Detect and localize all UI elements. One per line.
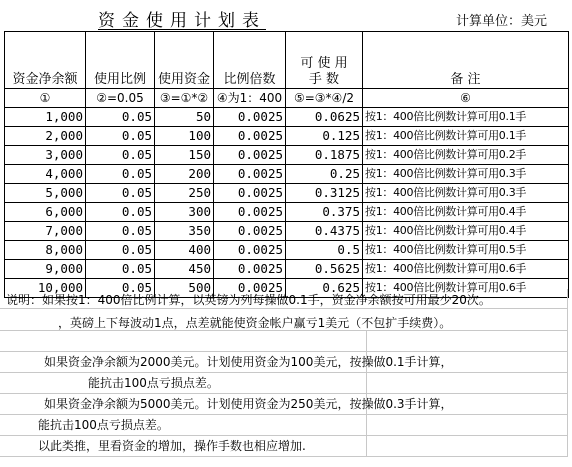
cell-multiple: 0.0025 <box>214 146 286 165</box>
page-title: 资金使用计划表 <box>98 11 266 31</box>
cell-lots: 0.4375 <box>286 222 363 241</box>
note-line: ，英磅上下每波动1点，点差就能使资金帐户赢亏1美元（不包扩手续费）。 <box>58 316 452 330</box>
cell-ratio: 0.05 <box>86 241 155 260</box>
grid-line <box>0 414 568 415</box>
cell-note: 按1：400倍比例数计算可用0.1手 <box>363 108 569 127</box>
note-line: 能抗击100点亏损点差。 <box>88 376 219 390</box>
cell-note: 按1：400倍比例数计算可用0.3手 <box>363 165 569 184</box>
cell-funds: 100 <box>155 127 214 146</box>
cell-funds: 350 <box>155 222 214 241</box>
table-row <box>5 203 569 222</box>
table-row <box>5 146 569 165</box>
cell-lots: 0.5 <box>286 241 363 260</box>
cell-ratio: 0.05 <box>86 279 155 298</box>
cell-funds: 400 <box>155 241 214 260</box>
cell-balance: 7,000 <box>5 222 86 241</box>
cell-lots: 0.25 <box>286 165 363 184</box>
grid-line <box>0 435 568 436</box>
table-row <box>5 127 569 146</box>
table-row <box>5 184 569 203</box>
cell-balance: 1,000 <box>5 108 86 127</box>
note-line: 如果资金净余额为5000美元。计划使用资金为250美元，按操做0.3手计算， <box>44 397 453 411</box>
cell-lots: 0.625 <box>286 279 363 298</box>
formula-note: ⑥ <box>363 89 569 108</box>
header-balance: 资金净余额 <box>5 32 86 89</box>
cell-multiple: 0.0025 <box>214 203 286 222</box>
header-lots-line2: 手 数 <box>308 72 340 87</box>
grid-line <box>0 372 568 373</box>
table-row <box>5 260 569 279</box>
cell-note: 按1：400倍比例数计算可用0.6手 <box>363 279 569 298</box>
header-funds: 使用资金 <box>155 32 214 89</box>
cell-lots: 0.375 <box>286 203 363 222</box>
unit-label: 计算单位：美元 <box>456 14 548 29</box>
cell-multiple: 0.0025 <box>214 241 286 260</box>
cell-ratio: 0.05 <box>86 222 155 241</box>
cell-ratio: 0.05 <box>86 127 155 146</box>
note-line: 能抗击100点亏损点差。 <box>38 418 169 432</box>
cell-ratio: 0.05 <box>86 203 155 222</box>
header-note: 备 注 <box>363 32 569 89</box>
cell-note: 按1：400倍比例数计算可用0.4手 <box>363 222 569 241</box>
header-lots-line1: 可 使 用 <box>300 56 348 71</box>
cell-balance: 3,000 <box>5 146 86 165</box>
cell-balance: 5,000 <box>5 184 86 203</box>
cell-lots: 0.125 <box>286 127 363 146</box>
table-row <box>5 108 569 127</box>
cell-multiple: 0.0025 <box>214 127 286 146</box>
cell-lots: 0.3125 <box>286 184 363 203</box>
formula-lots: ⑤=③*④/2 <box>286 89 363 108</box>
cell-funds: 500 <box>155 279 214 298</box>
cell-note: 按1：400倍比例数计算可用0.5手 <box>363 241 569 260</box>
grid-line <box>0 456 568 457</box>
grid-line <box>366 330 367 456</box>
grid-line <box>567 289 568 456</box>
cell-note: 按1：400倍比例数计算可用0.3手 <box>363 184 569 203</box>
cell-multiple: 0.0025 <box>214 165 286 184</box>
header-multiple: 比例倍数 <box>214 32 286 89</box>
cell-balance: 4,000 <box>5 165 86 184</box>
formula-row <box>5 89 569 108</box>
cell-note: 按1：400倍比例数计算可用0.2手 <box>363 146 569 165</box>
cell-multiple: 0.0025 <box>214 184 286 203</box>
grid-line <box>0 308 568 309</box>
table-row <box>5 241 569 260</box>
formula-multiple: ④为1：400 <box>214 89 286 108</box>
table-body <box>5 108 569 298</box>
table-row <box>5 222 569 241</box>
cell-note: 按1：400倍比例数计算可用0.4手 <box>363 203 569 222</box>
cell-funds: 250 <box>155 184 214 203</box>
grid-line <box>0 393 568 394</box>
cell-multiple: 0.0025 <box>214 108 286 127</box>
table-row <box>5 165 569 184</box>
note-line: 如果资金净余额为2000美元。计划使用资金为100美元，按操做0.1手计算， <box>44 355 453 369</box>
formula-funds: ③=①*② <box>155 89 214 108</box>
cell-funds: 200 <box>155 165 214 184</box>
formula-balance: ① <box>5 89 86 108</box>
cell-ratio: 0.05 <box>86 146 155 165</box>
cell-funds: 300 <box>155 203 214 222</box>
header-ratio: 使用比例 <box>86 32 155 89</box>
cell-ratio: 0.05 <box>86 184 155 203</box>
note-line: 说明：如果按1：400倍比例计算，以英镑为列每操做0.1手，资金净余额按可用最少20次。 <box>6 293 491 307</box>
fund-plan-table <box>4 31 569 298</box>
cell-balance: 6,000 <box>5 203 86 222</box>
cell-multiple: 0.0025 <box>214 279 286 298</box>
cell-balance: 9,000 <box>5 260 86 279</box>
cell-ratio: 0.05 <box>86 260 155 279</box>
cell-note: 按1：400倍比例数计算可用0.6手 <box>363 260 569 279</box>
cell-ratio: 0.05 <box>86 165 155 184</box>
grid-line <box>0 351 568 352</box>
cell-funds: 150 <box>155 146 214 165</box>
note-line: 以此类推，里看资金的增加，操作手数也相应增加. <box>38 439 306 453</box>
cell-balance: 10,000 <box>5 279 86 298</box>
cell-multiple: 0.0025 <box>214 222 286 241</box>
cell-ratio: 0.05 <box>86 108 155 127</box>
cell-lots: 0.1875 <box>286 146 363 165</box>
cell-multiple: 0.0025 <box>214 260 286 279</box>
header-lots <box>286 32 363 89</box>
cell-lots: 0.0625 <box>286 108 363 127</box>
cell-note: 按1：400倍比例数计算可用0.1手 <box>363 127 569 146</box>
cell-funds: 50 <box>155 108 214 127</box>
cell-balance: 8,000 <box>5 241 86 260</box>
cell-balance: 2,000 <box>5 127 86 146</box>
header-row <box>5 32 569 89</box>
formula-ratio: ②=0.05 <box>86 89 155 108</box>
cell-lots: 0.5625 <box>286 260 363 279</box>
cell-funds: 450 <box>155 260 214 279</box>
